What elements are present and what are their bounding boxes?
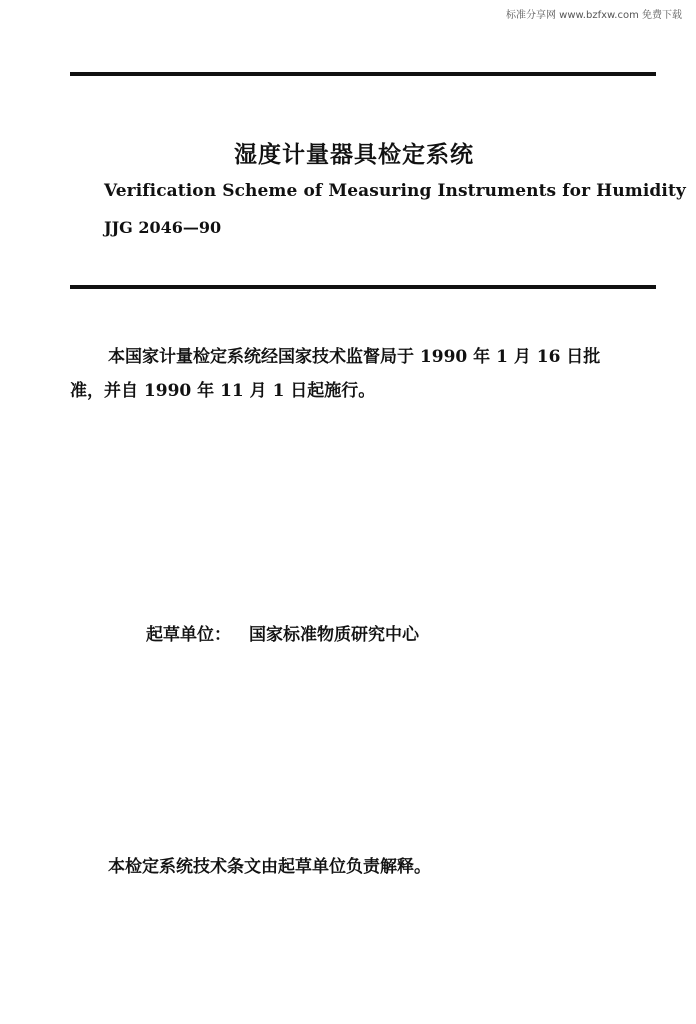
watermark-text: 标准分享网 www.bzfxw.com 免费下载 xyxy=(506,10,682,21)
interpretation-note: 本检定系统技术条文由起草单位负责解释。 xyxy=(108,857,431,877)
document-title-chinese: 湿度计量器具检定系统 xyxy=(234,141,474,168)
bottom-rule xyxy=(70,285,656,289)
approval-line-1: 本国家计量检定系统经国家技术监督局于 1990 年 1 月 16 日批 xyxy=(108,347,601,367)
drafting-unit xyxy=(146,620,419,645)
top-rule xyxy=(70,72,656,76)
drafting-unit-label: 起草单位： xyxy=(146,625,231,645)
approval-paragraph xyxy=(70,340,660,408)
document-code: JJG 2046—90 xyxy=(104,218,222,237)
approval-line-2: 准，并自 1990 年 11 月 1 日起施行。 xyxy=(70,381,376,401)
drafting-unit-org: 国家标准物质研究中心 xyxy=(249,625,419,645)
document-title-english: Verification Scheme of Measuring Instruments for Humidity xyxy=(104,181,686,201)
